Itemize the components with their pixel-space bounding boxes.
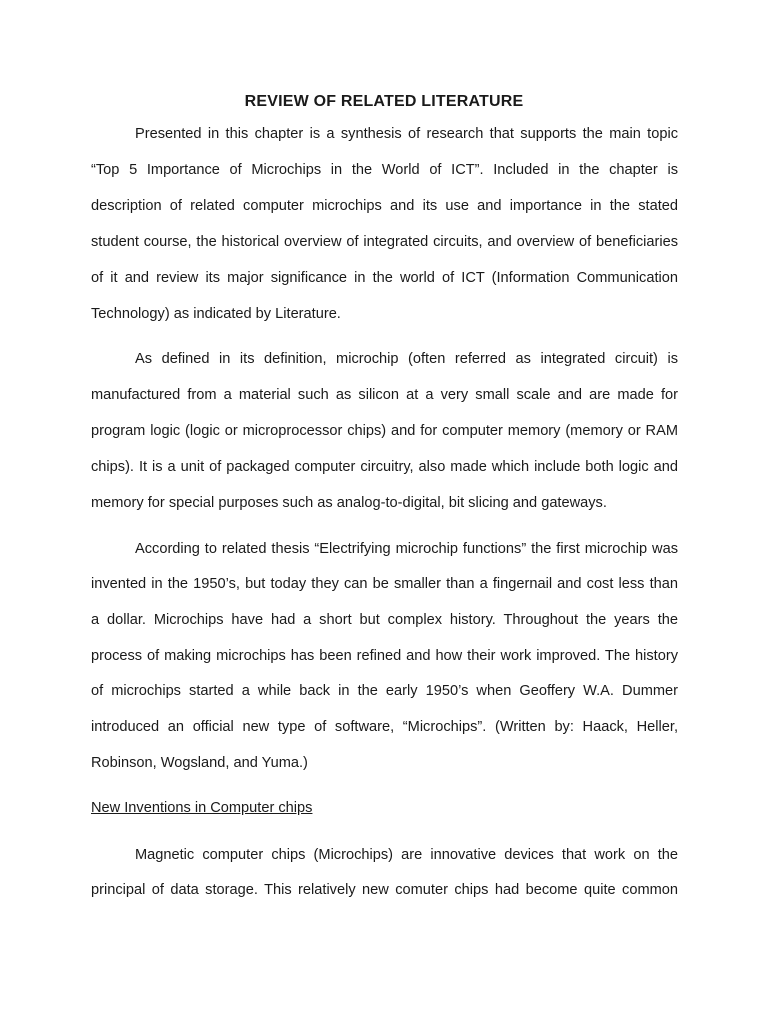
paragraph-3-line-6: introduced an official new type of software, “Microchips”. (Written by: Haack, Heller, bbox=[91, 719, 678, 735]
paragraph-1-line-1: Presented in this chapter is a synthesis of research that supports the main topic bbox=[135, 126, 678, 142]
page-title: REVIEW OF RELATED LITERATURE bbox=[244, 93, 524, 110]
paragraph-1-line-3: description of related computer microchips and its use and importance in the stated bbox=[91, 198, 678, 214]
paragraph-2-line-3: program logic (logic or microprocessor chips) and for computer memory (memory or RAM bbox=[91, 423, 678, 439]
paragraph-4-line-1: Magnetic computer chips (Microchips) are innovative devices that work on the bbox=[135, 847, 678, 863]
paragraph-1-line-6: Technology) as indicated by Literature. bbox=[91, 306, 341, 322]
paragraph-2-line-1: As defined in its definition, microchip (often referred as integrated circuit) is bbox=[135, 351, 678, 367]
paragraph-3-line-1: According to related thesis “Electrifying microchip functions” the first microchip was bbox=[135, 541, 678, 557]
paragraph-1-line-4: student course, the historical overview of integrated circuits, and overview of beneficiaries bbox=[91, 234, 678, 250]
paragraph-2-line-2: manufactured from a material such as silicon at a very small scale and are made for bbox=[91, 387, 678, 403]
paragraph-3-line-7: Robinson, Wogsland, and Yuma.) bbox=[91, 755, 308, 771]
paragraph-1-line-2: “Top 5 Importance of Microchips in the World of ICT”. Included in the chapter is bbox=[91, 162, 678, 178]
paragraph-1-line-5: of it and review its major significance in the world of ICT (Information Communication bbox=[91, 270, 678, 286]
paragraph-4-line-2: principal of data storage. This relatively new comuter chips had become quite common bbox=[91, 882, 678, 898]
paragraph-3-line-2: invented in the 1950’s, but today they can be smaller than a fingernail and cost less than bbox=[91, 576, 678, 592]
paragraph-2-line-5: memory for special purposes such as analog-to-digital, bit slicing and gateways. bbox=[91, 495, 607, 511]
paragraph-3-line-5: of microchips started a while back in the early 1950’s when Geoffery W.A. Dummer bbox=[91, 683, 678, 699]
section-subheading: New Inventions in Computer chips bbox=[91, 800, 313, 816]
paragraph-2-line-4: chips). It is a unit of packaged computer circuitry, also made which include both logic and bbox=[91, 459, 678, 475]
paragraph-3-line-4: process of making microchips has been refined and how their work improved. The history bbox=[91, 648, 678, 664]
paragraph-3-line-3: a dollar. Microchips have had a short but complex history. Throughout the years the bbox=[91, 612, 678, 628]
